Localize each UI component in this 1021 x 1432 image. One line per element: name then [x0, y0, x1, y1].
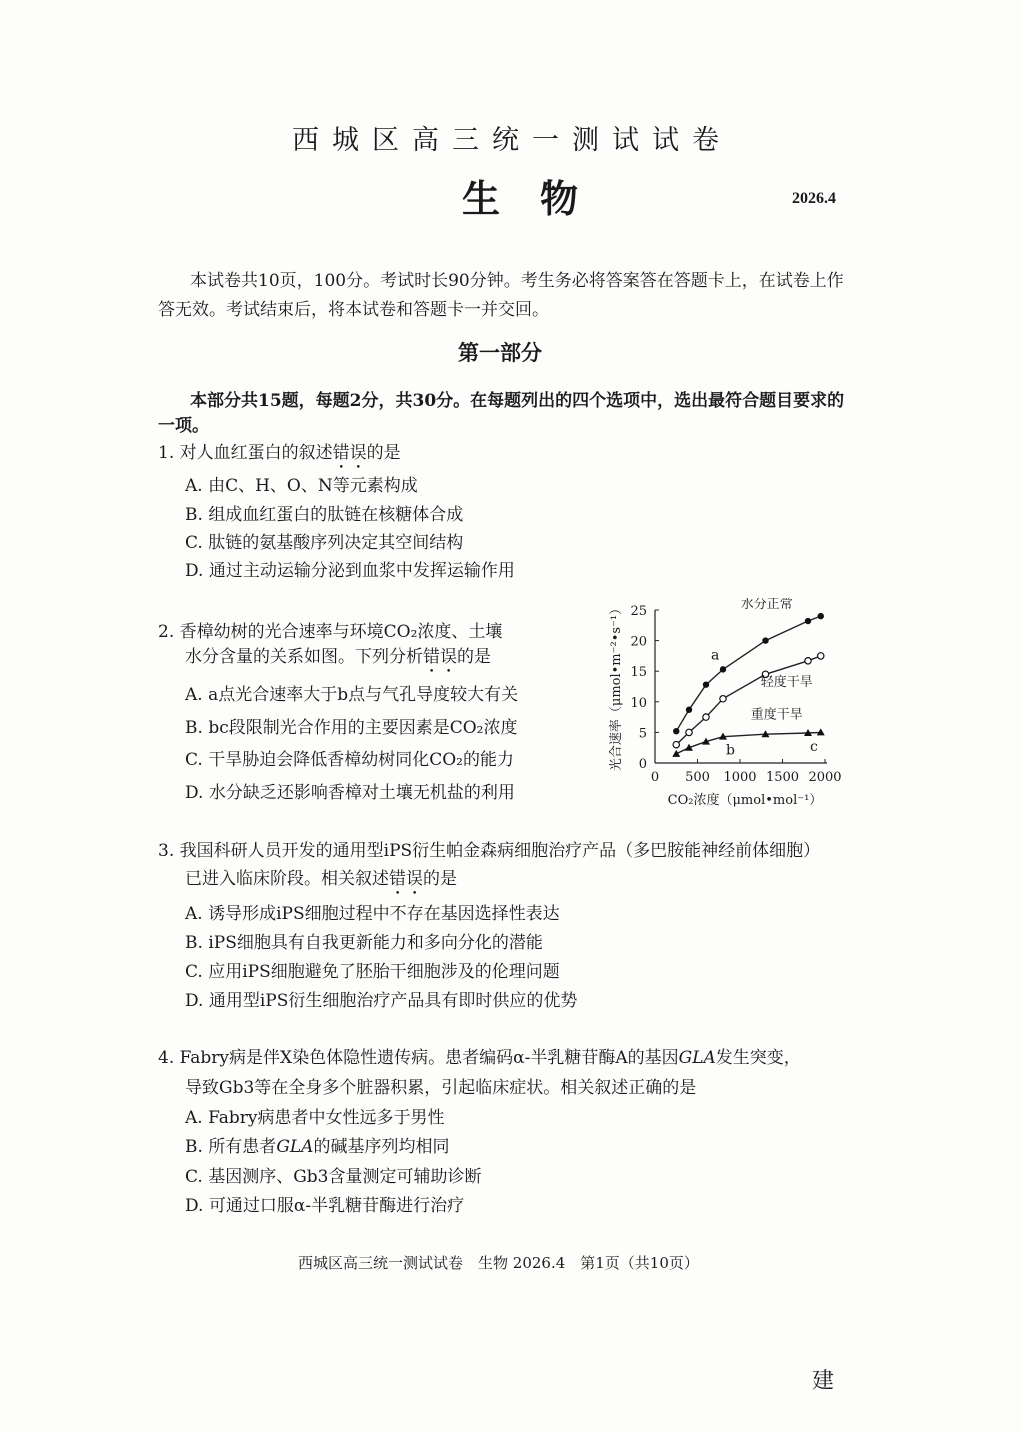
y-tick-label: 0 — [638, 757, 647, 772]
question-3-stem-1 — [158, 836, 820, 861]
data-point — [673, 741, 679, 747]
y-tick-label: 10 — [630, 695, 647, 711]
q4-option-b — [185, 1132, 449, 1157]
emphasis-text: 错误 — [423, 647, 457, 667]
option-text: 可通过口服α-半乳糖苷酶进行治疗 — [208, 1196, 465, 1216]
stem-text: 对人血红蛋白的叙述 — [179, 443, 333, 463]
y-tick-label: 5 — [638, 726, 647, 742]
question-2-stem-2 — [185, 642, 491, 677]
emphasis-text: 错误 — [389, 869, 423, 889]
option-text: 通用型iPS衍生细胞治疗产品具有即时供应的优势 — [208, 991, 578, 1011]
stem-text: 我国科研人员开发的通用型iPS衍生帕金森病细胞治疗产品（多巴胺能神经前体细胞） — [179, 841, 821, 861]
option-label: A. — [185, 685, 203, 705]
question-number: 3. — [158, 841, 175, 861]
data-point — [762, 637, 768, 643]
option-text: 应用iPS细胞避免了胚胎干细胞涉及的伦理问题 — [208, 962, 560, 982]
question-2-stem-1 — [158, 617, 502, 642]
option-label: C. — [185, 750, 203, 770]
option-label: A. — [185, 1108, 203, 1128]
option-label: A. — [185, 904, 203, 924]
option-label: C. — [185, 533, 203, 553]
q3-option-a — [185, 899, 560, 924]
q3-option-c — [185, 957, 560, 982]
data-point — [703, 681, 709, 687]
stem-text: 已进入临床阶段。相关叙述 — [185, 869, 389, 889]
option-label: D. — [185, 991, 204, 1011]
data-point — [805, 618, 811, 624]
q4-option-a — [185, 1103, 444, 1128]
option-text: 干旱胁迫会降低香樟幼树同化CO₂的能力 — [208, 750, 514, 770]
exam-date: 2026.4 — [792, 190, 836, 207]
question-4-stem-2: 导致Gb3等在全身多个脏器积累，引起临床症状。相关叙述正确的是 — [185, 1078, 697, 1098]
option-text: 肽链的氨基酸序列决定其空间结构 — [208, 533, 464, 553]
q2-option-c — [185, 745, 514, 770]
data-point — [673, 728, 679, 734]
option-label: D. — [185, 561, 204, 581]
data-point — [818, 653, 824, 659]
stem-text: 的是 — [423, 869, 457, 889]
option-text: bc段限制光合作用的主要因素是CO₂浓度 — [208, 718, 518, 738]
data-point — [818, 613, 824, 619]
option-label: D. — [185, 1196, 204, 1216]
option-label: B. — [185, 505, 203, 525]
data-point — [672, 750, 680, 757]
series-label: 轻度干旱 — [760, 674, 813, 690]
q3-option-d — [185, 986, 577, 1011]
question-3-stem-2 — [185, 864, 457, 899]
option-label: B. — [185, 718, 203, 738]
exam-title: 西城区高三统一测试试卷 — [292, 125, 732, 156]
x-tick-label: 2000 — [808, 770, 842, 785]
option-label: D. — [185, 783, 204, 803]
x-tick-label: 500 — [685, 770, 710, 785]
option-text: 水分缺乏还影响香樟对土壤无机盐的利用 — [208, 783, 515, 803]
stem-text: 的是 — [457, 647, 491, 667]
x-tick-label: 0 — [650, 770, 660, 785]
option-text: 的碱基序列均相同 — [313, 1137, 450, 1157]
stem-text: 水分含量的关系如图。下列分析 — [185, 647, 423, 667]
option-label: A. — [185, 476, 203, 496]
data-point — [686, 707, 692, 713]
series-line — [676, 732, 821, 756]
stem-text: Fabry病是伴X染色体隐性遗传病。患者编码α-半乳糖苷酶A的基因 — [179, 1048, 679, 1068]
q4-option-c — [185, 1162, 482, 1187]
option-text: iPS细胞具有自我更新能力和多向分化的潜能 — [208, 933, 543, 953]
page-footer: 西城区高三统一测试试卷 生物 2026.4 第1页（共10页） — [298, 1254, 699, 1272]
option-text: 所有患者 — [208, 1137, 277, 1157]
question-number: 4. — [158, 1048, 175, 1068]
corner-mark: 建 — [812, 1369, 835, 1394]
q1-option-c — [185, 528, 463, 553]
question-number: 2. — [158, 622, 175, 642]
stem-text: 香樟幼树的光合速率与环境CO₂浓度、土壤 — [179, 622, 503, 642]
point-annotation: c — [810, 739, 818, 756]
intro-line-1: 本试卷共10页，100分。考试时长90分钟。考生务必将答案答在答题卡上，在试卷上作 — [190, 271, 844, 291]
q1-option-a — [185, 471, 418, 496]
option-label: B. — [185, 1137, 203, 1157]
option-label: C. — [185, 1167, 203, 1187]
part-instructions-1: 本部分共15题，每题2分，共30分。在每题列出的四个选项中，选出最符合题目要求的 — [190, 391, 845, 411]
option-label: B. — [185, 933, 203, 953]
point-annotation: a — [711, 647, 720, 664]
question-1-stem — [158, 438, 401, 473]
data-point — [720, 666, 726, 672]
series-label: 水分正常 — [740, 598, 793, 613]
subject-title: 生物 — [462, 176, 619, 221]
stem-text: 发生突变， — [715, 1048, 801, 1068]
series-label: 重度干旱 — [750, 707, 803, 723]
point-annotation: b — [726, 742, 735, 759]
photosynthesis-chart — [600, 598, 850, 818]
q3-option-b — [185, 928, 543, 953]
y-tick-label: 20 — [630, 634, 647, 650]
q4-option-d — [185, 1191, 464, 1216]
option-text: 基因测序、Gb3含量测定可辅助诊断 — [208, 1167, 482, 1187]
q2-option-a — [185, 680, 518, 705]
q2-option-b — [185, 713, 517, 738]
y-axis-label: 光合速率（μmol•m⁻²•s⁻¹） — [609, 601, 624, 772]
x-axis-label: CO₂浓度（μmol•mol⁻¹） — [667, 793, 823, 808]
x-tick-label: 1500 — [765, 770, 800, 785]
option-label: C. — [185, 962, 203, 982]
data-point — [805, 658, 811, 664]
question-number: 1. — [158, 443, 175, 463]
stem-text: 的是 — [366, 443, 401, 463]
emphasis-text: 错误 — [332, 443, 367, 463]
option-text: a点光合速率大于b点与气孔导度较大有关 — [208, 685, 519, 705]
data-point — [703, 714, 709, 720]
data-point — [686, 729, 692, 735]
option-text: Fabry病患者中女性远多于男性 — [208, 1108, 445, 1128]
gene-name: GLA — [678, 1048, 716, 1068]
x-tick-label: 1000 — [723, 770, 757, 785]
part-instructions-2: 一项。 — [158, 416, 209, 436]
question-4-stem-1 — [158, 1043, 801, 1068]
q1-option-b — [185, 500, 463, 525]
part-title: 第一部分 — [458, 340, 542, 365]
y-tick-label: 25 — [630, 604, 647, 619]
option-text: 通过主动运输分泌到血浆中发挥运输作用 — [208, 561, 515, 581]
data-point — [720, 696, 726, 702]
intro-line-2: 答无效。考试结束后，将本试卷和答题卡一并交回。 — [158, 300, 549, 320]
y-tick-label: 15 — [630, 665, 647, 681]
gene-name: GLA — [276, 1137, 314, 1157]
series-line — [676, 656, 821, 745]
option-text: 诱导形成iPS细胞过程中不存在基因选择性表达 — [208, 904, 560, 924]
option-text: 由C、H、O、N等元素构成 — [208, 476, 418, 496]
q2-option-d — [185, 778, 515, 803]
option-text: 组成血红蛋白的肽链在核糖体合成 — [208, 505, 464, 525]
q1-option-d — [185, 556, 515, 581]
